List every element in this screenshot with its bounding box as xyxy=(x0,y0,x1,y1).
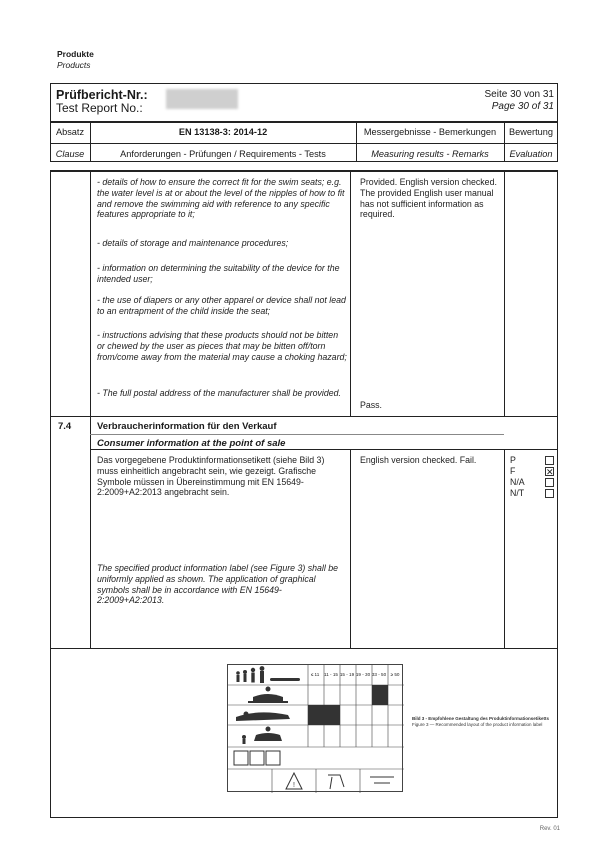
row-divider xyxy=(50,416,558,417)
checkbox-nt[interactable] xyxy=(545,489,554,498)
requirement-text-de: Das vorgegebene Produktinformationsetikett (siehe Bild 3) muss einheitlich angebracht sein, wie gezeigt. Grafische Symbole müssen in Übereinstimmung mit EN 15649-2:2009+A2:2013 angebracht sein. xyxy=(97,455,325,498)
header-divider xyxy=(50,121,558,123)
requirement-bullet: - instructions advising that these products should not be bitten or chewed by the user as pieces that may be bitten off/torn from/come away from the material may cause a choking hazard; xyxy=(97,330,347,362)
result-text: Pass. xyxy=(360,400,383,410)
report-number-label: Prüfbericht-Nr.: xyxy=(56,88,148,102)
table-bottom-border xyxy=(50,817,558,818)
col-divider xyxy=(350,449,351,648)
requirement-bullet: - details of storage and maintenance procedures; xyxy=(97,238,289,248)
page-indicator: Seite 30 von 31 xyxy=(484,89,554,100)
table-right-border xyxy=(557,170,558,818)
size-cell: 19 - 30 xyxy=(355,672,371,677)
checkbox-na[interactable] xyxy=(545,478,554,487)
table-top-border xyxy=(50,170,558,172)
figure-caption-en: Figure 3 — Recommended layout of the product information label xyxy=(412,722,543,727)
checkbox-p[interactable] xyxy=(545,456,554,465)
col-divider xyxy=(504,170,505,417)
section-title: Produkte xyxy=(57,49,94,59)
requirement-bullet: - information on determining the suitability of the device for the intended user; xyxy=(97,263,340,284)
eval-option-na: N/A xyxy=(510,477,525,487)
requirement-bullet: - The full postal address of the manufacturer shall be provided. xyxy=(97,388,342,398)
clause-title-de: Verbraucherinformation für den Verkauf xyxy=(97,421,277,432)
eval-option-f: F xyxy=(510,466,516,476)
col-clause-de: Absatz xyxy=(55,127,85,137)
row-divider xyxy=(50,648,558,649)
eval-option-p: P xyxy=(510,455,516,465)
col-divider xyxy=(350,170,351,417)
checkbox-f-checked[interactable]: ✕ xyxy=(546,467,554,477)
row-divider xyxy=(90,449,558,450)
result-text: Provided. English version checked. The provided English user manual has not sufficient information as required. xyxy=(360,177,497,220)
requirement-bullet: - the use of diapers or any other apparel or device shall not lead to an entrapment of the child inside the seat; xyxy=(97,295,346,316)
svg-text:!: ! xyxy=(293,782,295,789)
page-indicator-en: Page 30 of 31 xyxy=(491,101,554,112)
section-title-en: Products xyxy=(57,60,91,70)
redacted-report-number xyxy=(166,89,238,109)
col-results-en: Measuring results - Remarks xyxy=(371,149,489,159)
row-subdivider xyxy=(90,434,504,435)
col-divider xyxy=(90,170,91,648)
col-evaluation-de: Bewertung xyxy=(509,127,553,137)
table-left-border xyxy=(50,170,51,818)
header-divider-2 xyxy=(50,143,558,144)
size-cell: 33 - 50 xyxy=(371,672,387,677)
col-standard: EN 13138-3: 2014-12 xyxy=(178,127,268,137)
eval-option-nt: N/T xyxy=(510,488,525,498)
clause-title-en: Consumer information at the point of sale xyxy=(97,438,286,449)
revision-label: Rev. 01 xyxy=(539,826,560,832)
col-requirements: Anforderungen - Prüfungen / Requirements - Tests xyxy=(120,149,326,159)
col-evaluation-en: Evaluation xyxy=(509,149,553,159)
col-divider xyxy=(504,449,505,648)
size-cell: 15 - 19 xyxy=(339,672,355,677)
col-results-de: Messergebnisse - Bemerkungen xyxy=(363,127,497,137)
size-cell: 11 - 15 xyxy=(324,672,338,677)
report-number-label-en: Test Report No.: xyxy=(56,101,143,115)
product-label-figure xyxy=(227,664,403,792)
label-figure-graphic xyxy=(228,665,404,793)
col-clause-en: Clause xyxy=(55,149,85,159)
size-cell: ≥ 50 xyxy=(390,672,400,677)
size-cell: ≤ 11 xyxy=(310,672,320,677)
figure-caption-de: Bild 3 - Empfohlene Gestaltung des Produktinformationsetiketts xyxy=(412,716,550,721)
requirement-text-en: The specified product information label (see Figure 3) shall be uniformly applied as shown. The application of graphical symbols shall be in accordance with EN 15649-2:2009+A2:2013. xyxy=(97,563,339,606)
clause-number: 7.4 xyxy=(58,421,72,432)
requirement-bullet: - details of how to ensure the correct fit for the swim seats; e.g. the water level is at or about the level of the nipples of how to fit and remove the swimming aid with reference to any specific features appropriate to it; xyxy=(97,177,345,220)
result-text: English version checked. Fail. xyxy=(360,455,477,465)
